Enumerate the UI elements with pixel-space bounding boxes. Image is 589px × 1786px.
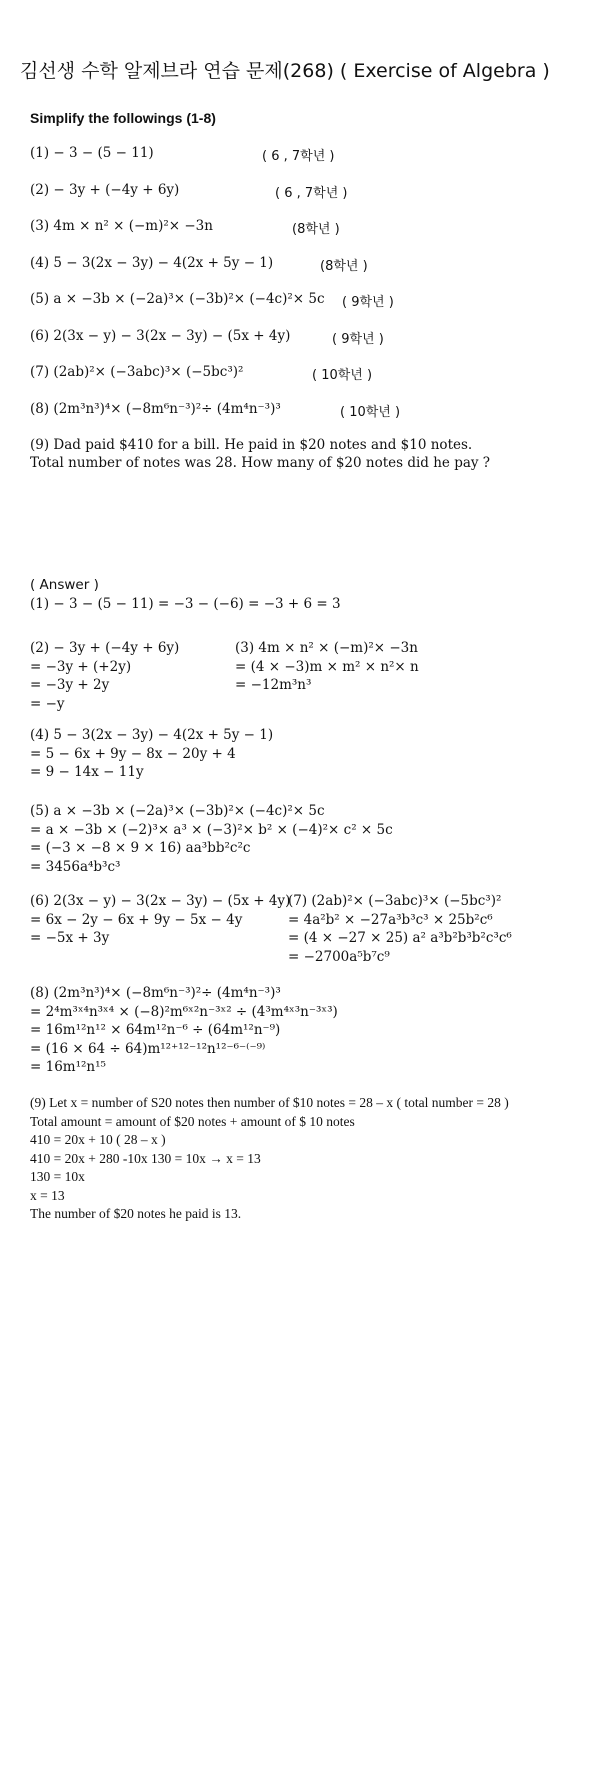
problem-expression: (2ab)²× (−3abc)³× (−5bc³)²	[53, 364, 244, 380]
answer-line: = (16 × 64 ÷ 64)m¹²⁺¹²⁻¹²n¹²⁻⁶⁻⁽⁻⁹⁾	[30, 1040, 266, 1057]
answer-line: = 16m¹²n¹² × 64m¹²n⁻⁶ ÷ (64m¹²n⁻⁹)	[30, 1022, 281, 1038]
problem-label: (1)	[30, 145, 50, 161]
problem-expression: 4m × n² × (−m)²× −3n	[53, 218, 213, 234]
answer-7	[288, 892, 512, 966]
problem-5	[30, 291, 575, 328]
problem-label: (7)	[30, 364, 50, 380]
problem-label: (3)	[30, 218, 50, 234]
answer-line: Total amount = amount of $20 notes + amount of $ 10 notes	[30, 1113, 355, 1129]
answer-line: (6) 2(3x − y) − 3(2x − 3y) − (5x + 4y)	[30, 893, 291, 909]
answer-line: = (4 × −3)m × m² × n²× n	[235, 658, 419, 675]
problem-6	[30, 328, 575, 365]
answer-5	[30, 802, 393, 876]
problem-list	[30, 145, 575, 437]
grade-level: (8학년 )	[292, 222, 340, 237]
answer-line: The number of $20 notes he paid is 13.	[30, 1206, 242, 1221]
problem-expression: 2(3x − y) − 3(2x − 3y) − (5x + 4y)	[53, 327, 291, 344]
answer-line: = (4 × −27 × 25) a² a³b²b³b²c³c⁶	[288, 930, 512, 946]
problem-expression: − 3y + (−4y + 6y)	[53, 181, 180, 198]
answer-3	[235, 639, 419, 695]
grade-level: ( 6 , 7학년 )	[275, 185, 348, 201]
answer-line: (5) a × −3b × (−2a)³× (−3b)²× (−4c)²× 5c	[30, 803, 325, 819]
answer-line: = 3456a⁴b³c³	[30, 858, 121, 875]
answer-9	[30, 1094, 550, 1224]
problem-expression: 5 − 3(2x − 3y) − 4(2x + 5y − 1)	[53, 254, 274, 271]
answer-line: (3) 4m × n² × (−m)²× −3n	[235, 640, 418, 656]
answer-line: (2) − 3y + (−4y + 6y)	[30, 640, 180, 656]
answer-line: (4) 5 − 3(2x − 3y) − 4(2x + 5y − 1)	[30, 727, 274, 743]
word-problem-line: Total number of notes was 28. How many of $20 notes did he pay ?	[30, 455, 491, 471]
answer-line: x = 13	[30, 1187, 65, 1203]
answer-line: (1) − 3 − (5 − 11) = −3 − (−6) = −3 + 6 = 3	[30, 596, 341, 612]
answer-line: (7) (2ab)²× (−3abc)³× (−5bc³)²	[288, 893, 502, 909]
problem-8	[30, 401, 575, 438]
problem-2	[30, 182, 575, 219]
problem-3	[30, 218, 575, 255]
answer-line: = 6x − 2y − 6x + 9y − 5x − 4y	[30, 911, 243, 928]
answer-line: = −12m³n³	[235, 677, 312, 693]
answer-8	[30, 984, 338, 1077]
problem-label: (4)	[30, 254, 50, 271]
answer-4	[30, 726, 273, 782]
answer-line: = −2700a⁵b⁷c⁹	[288, 948, 390, 965]
problem-expression: a × −3b × (−2a)³× (−3b)²× (−4c)²× 5c	[53, 291, 325, 307]
answer-line: (9) Let x = number of S20 notes then number of $10 notes = 28 – x ( total number = 28 )	[30, 1095, 509, 1110]
answer-line: 410 = 20x + 10 ( 28 – x )	[30, 1132, 166, 1147]
answer-heading: ( Answer )	[30, 577, 99, 593]
grade-level: ( 10학년 )	[340, 404, 401, 420]
problem-4	[30, 255, 575, 292]
problem-7	[30, 364, 575, 401]
problem-1	[30, 145, 575, 182]
word-problem-line: (9) Dad paid $410 for a bill. He paid in $20 notes and $10 notes.	[30, 437, 473, 453]
answer-line: = 16m¹²n¹⁵	[30, 1059, 106, 1075]
answer-line: (8) (2m³n³)⁴× (−8m⁶n⁻³)²÷ (4m⁴n⁻³)³	[30, 985, 281, 1001]
answer-line: 410 = 20x + 280 -10x 130 = 10x → x = 13	[30, 1150, 261, 1166]
grade-level: ( 9학년 )	[332, 331, 384, 347]
answer-line: 130 = 10x	[30, 1169, 85, 1184]
word-problem	[30, 436, 570, 472]
section-subtitle: Simplify the followings (1-8)	[30, 110, 216, 126]
answer-line: = (−3 × −8 × 9 × 16) aa³bb²c²c	[30, 840, 251, 856]
answer-line: = 9 − 14x − 11y	[30, 764, 144, 780]
problem-label: (2)	[30, 181, 50, 198]
answer-line: = 4a²b² × −27a³b³c³ × 25b²c⁶	[288, 911, 493, 928]
problem-label: (8)	[30, 400, 50, 417]
problem-expression: (2m³n³)⁴× (−8m⁶n⁻³)²÷ (4m⁴n⁻³)³	[53, 400, 281, 417]
answer-2	[30, 639, 179, 713]
answer-line: = −y	[30, 695, 65, 712]
grade-level: ( 10학년 )	[312, 368, 373, 383]
grade-level: ( 6 , 7학년 )	[262, 149, 335, 164]
problem-label: (5)	[30, 291, 50, 307]
page-title: 김선생 수학 알제브라 연습 문제(268) ( Exercise of Algebra )	[20, 60, 550, 82]
answer-line: = a × −3b × (−2)³× a³ × (−3)²× b² × (−4)²× c² × 5c	[30, 821, 393, 838]
problem-label: (6)	[30, 327, 50, 344]
answer-line: = 5 − 6x + 9y − 8x − 20y + 4	[30, 745, 236, 762]
answer-line: = −5x + 3y	[30, 930, 110, 946]
problem-expression: − 3 − (5 − 11)	[53, 145, 154, 161]
answer-line: = −3y + (+2y)	[30, 658, 132, 675]
answer-line: = 2⁴m³ˣ⁴n³ˣ⁴ × (−8)²m⁶ˣ²n⁻³ˣ² ÷ (4³m⁴ˣ³n⁻³ˣ³)	[30, 1003, 338, 1020]
grade-level: (8학년 )	[320, 258, 368, 274]
answer-6	[30, 892, 290, 948]
grade-level: ( 9학년 )	[342, 295, 394, 310]
answer-line: = −3y + 2y	[30, 677, 110, 693]
answer-1	[30, 595, 341, 614]
